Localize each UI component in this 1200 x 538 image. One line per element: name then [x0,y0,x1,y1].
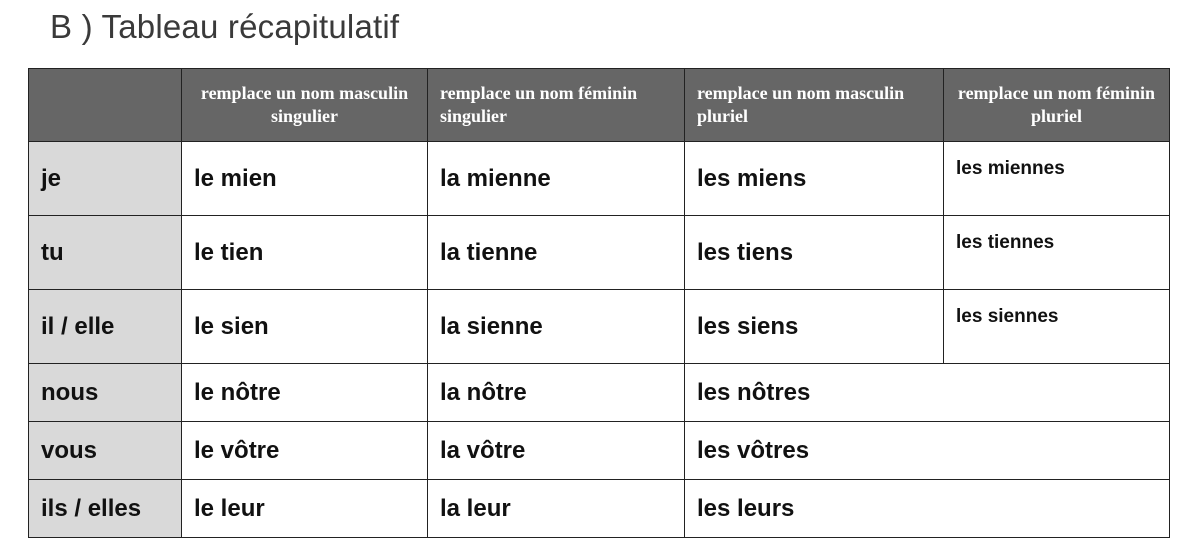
recap-table [28,68,1170,538]
masc-sing-cell: le mien [182,142,428,216]
header-masc-plur: remplace un nom masculin pluriel [685,69,944,142]
masc-plur-cell: les tiens [685,216,944,290]
plural-merged-cell: les leurs [685,480,1170,538]
person-cell: il / elle [29,290,182,364]
masc-sing-cell: le vôtre [182,422,428,480]
fem-sing-cell: la sienne [428,290,685,364]
table-row [29,480,1170,538]
plural-merged-cell: les vôtres [685,422,1170,480]
masc-sing-cell: le tien [182,216,428,290]
masc-sing-cell: le nôtre [182,364,428,422]
table-row [29,422,1170,480]
table-row [29,290,1170,364]
header-fem-sing: remplace un nom féminin singulier [428,69,685,142]
fem-plur-cell: les miennes [944,142,1170,216]
fem-sing-cell: la nôtre [428,364,685,422]
header-fem-plur: remplace un nom féminin pluriel [944,69,1170,142]
table-row [29,216,1170,290]
person-cell: nous [29,364,182,422]
person-cell: je [29,142,182,216]
person-cell: ils / elles [29,480,182,538]
plural-merged-cell: les nôtres [685,364,1170,422]
person-cell: vous [29,422,182,480]
header-masc-sing: remplace un nom masculin singulier [182,69,428,142]
fem-sing-cell: la vôtre [428,422,685,480]
fem-sing-cell: la mienne [428,142,685,216]
fem-plur-cell: les tiennes [944,216,1170,290]
fem-sing-cell: la tienne [428,216,685,290]
masc-plur-cell: les miens [685,142,944,216]
table-row [29,142,1170,216]
fem-sing-cell: la leur [428,480,685,538]
masc-sing-cell: le sien [182,290,428,364]
fem-plur-cell: les siennes [944,290,1170,364]
table-row [29,364,1170,422]
masc-plur-cell: les siens [685,290,944,364]
page-title: B ) Tableau récapitulatif [50,8,400,45]
header-cell-empty [29,69,182,142]
masc-sing-cell: le leur [182,480,428,538]
header-row [29,69,1170,142]
person-cell: tu [29,216,182,290]
